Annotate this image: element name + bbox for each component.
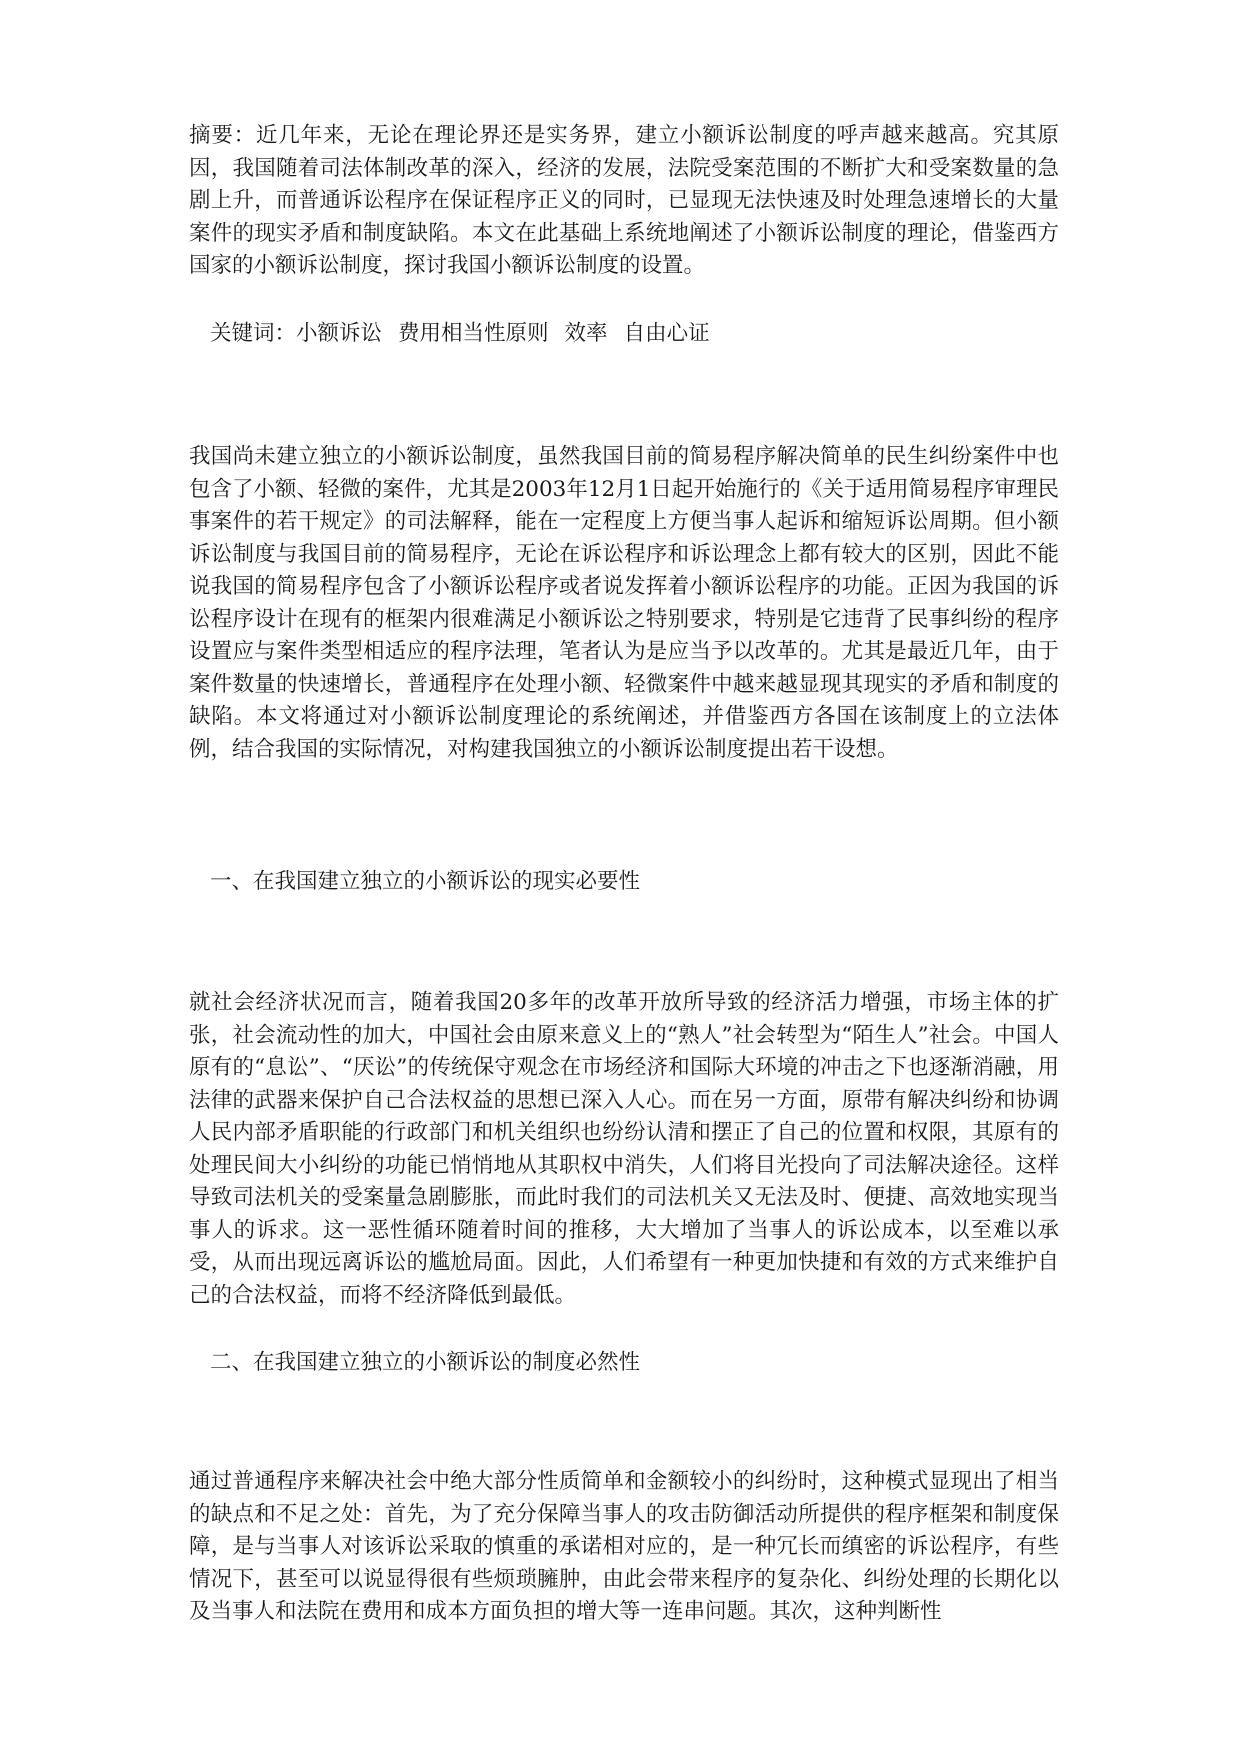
keywords-label: 关键词： (210, 321, 297, 346)
section-body-paragraph: 就社会经济状况而言，随着我国20多年的改革开放所导致的经济活力增强，市场主体的扩张，社会流动性的加大，中国社会由原来意义上的“熟人”社会转型为“陌生人”社会。中国人原有的“息讼”、“厌讼”的传统保守观念在市场经济和国际大环境的冲击之下也逐渐消融，用法律的武器来保护自己合法权益的思想已深入人心。而在另一方面，原带有解决纠纷和协调人民内部矛盾职能的行政部门和机关组织也纷纷认清和摆正了自己的位置和权限，其原有的处理民间大小纠纷的功能已悄悄地从其职权中消失，人们将目光投向了司法解决途径。这样导致司法机关的受案量急剧膨胀，而此时我们的司法机关又无法及时、便捷、高效地实现当事人的诉求。这一恶性循环随着时间的推移，大大增加了当事人的诉讼成本，以至难以承受，从而出现远离诉讼的尴尬局面。因此，人们希望有一种更加快捷和有效的方式来维护自己的合法权益，而将不经济降低到最低。 (189, 990, 1059, 1308)
section-heading: 二、在我国建立独立的小额诉讼的制度必然性 (210, 1350, 641, 1375)
keyword-item: 效率 (564, 321, 608, 346)
keyword-item: 小额诉讼 (296, 321, 383, 346)
keywords-line (210, 318, 726, 350)
section-heading: 一、在我国建立独立的小额诉讼的现实必要性 (210, 869, 641, 894)
intro-paragraph: 我国尚未建立独立的小额诉讼制度，虽然我国目前的简易程序解决简单的民生纠纷案件中也包含了小额、轻微的案件，尤其是2003年12月1日起开始施行的《关于适用简易程序审理民事案件的若干规定》的司法解释，能在一定程度上方便当事人起诉和缩短诉讼周期。但小额诉讼制度与我国目前的简易程序，无论在诉讼程序和诉讼理念上都有较大的区别，因此不能说我国的简易程序包含了小额诉讼程序或者说发挥着小额诉讼程序的功能。正因为我国的诉讼程序设计在现有的框架内很难满足小额诉讼之特别要求，特别是它违背了民事纠纷的程序设置应与案件类型相适应的程序法理，笔者认为是应当予以改革的。尤其是最近几年，由于案件数量的快速增长，普通程序在处理小额、轻微案件中越来越显现其现实的矛盾和制度的缺陷。本文将通过对小额诉讼制度理论的系统阐述，并借鉴西方各国在该制度上的立法体例，结合我国的实际情况，对构建我国独立的小额诉讼制度提出若干设想。 (189, 444, 1059, 762)
abstract-paragraph: 摘要：近几年来，无论在理论界还是实务界，建立小额诉讼制度的呼声越来越高。究其原因，我国随着司法体制改革的深入，经济的发展，法院受案范围的不断扩大和受案数量的急剧上升，而普通诉讼程序在保证程序正义的同时，已显现无法快速及时处理急速增长的大量案件的现实矛盾和制度缺陷。本文在此基础上系统地阐述了小额诉讼制度的理论，借鉴西方国家的小额诉讼制度，探讨我国小额诉讼制度的设置。 (189, 123, 1059, 278)
section-body-paragraph: 通过普通程序来解决社会中绝大部分性质简单和金额较小的纠纷时，这种模式显现出了相当的缺点和不足之处：首先，为了充分保障当事人的攻击防御活动所提供的程序框架和制度保障，是与当事人对该诉讼采取的慎重的承诺相对应的，是一种冗长而缜密的诉讼程序，有些情况下，甚至可以说显得很有些烦琐臃肿，由此会带来程序的复杂化、纠纷处理的长期化以及当事人和法院在费用和成本方面负担的增大等一连串问题。其次，这种判断性 (189, 1469, 1059, 1624)
keyword-item: 费用相当性原则 (398, 321, 549, 346)
keyword-item: 自由心证 (623, 321, 710, 346)
